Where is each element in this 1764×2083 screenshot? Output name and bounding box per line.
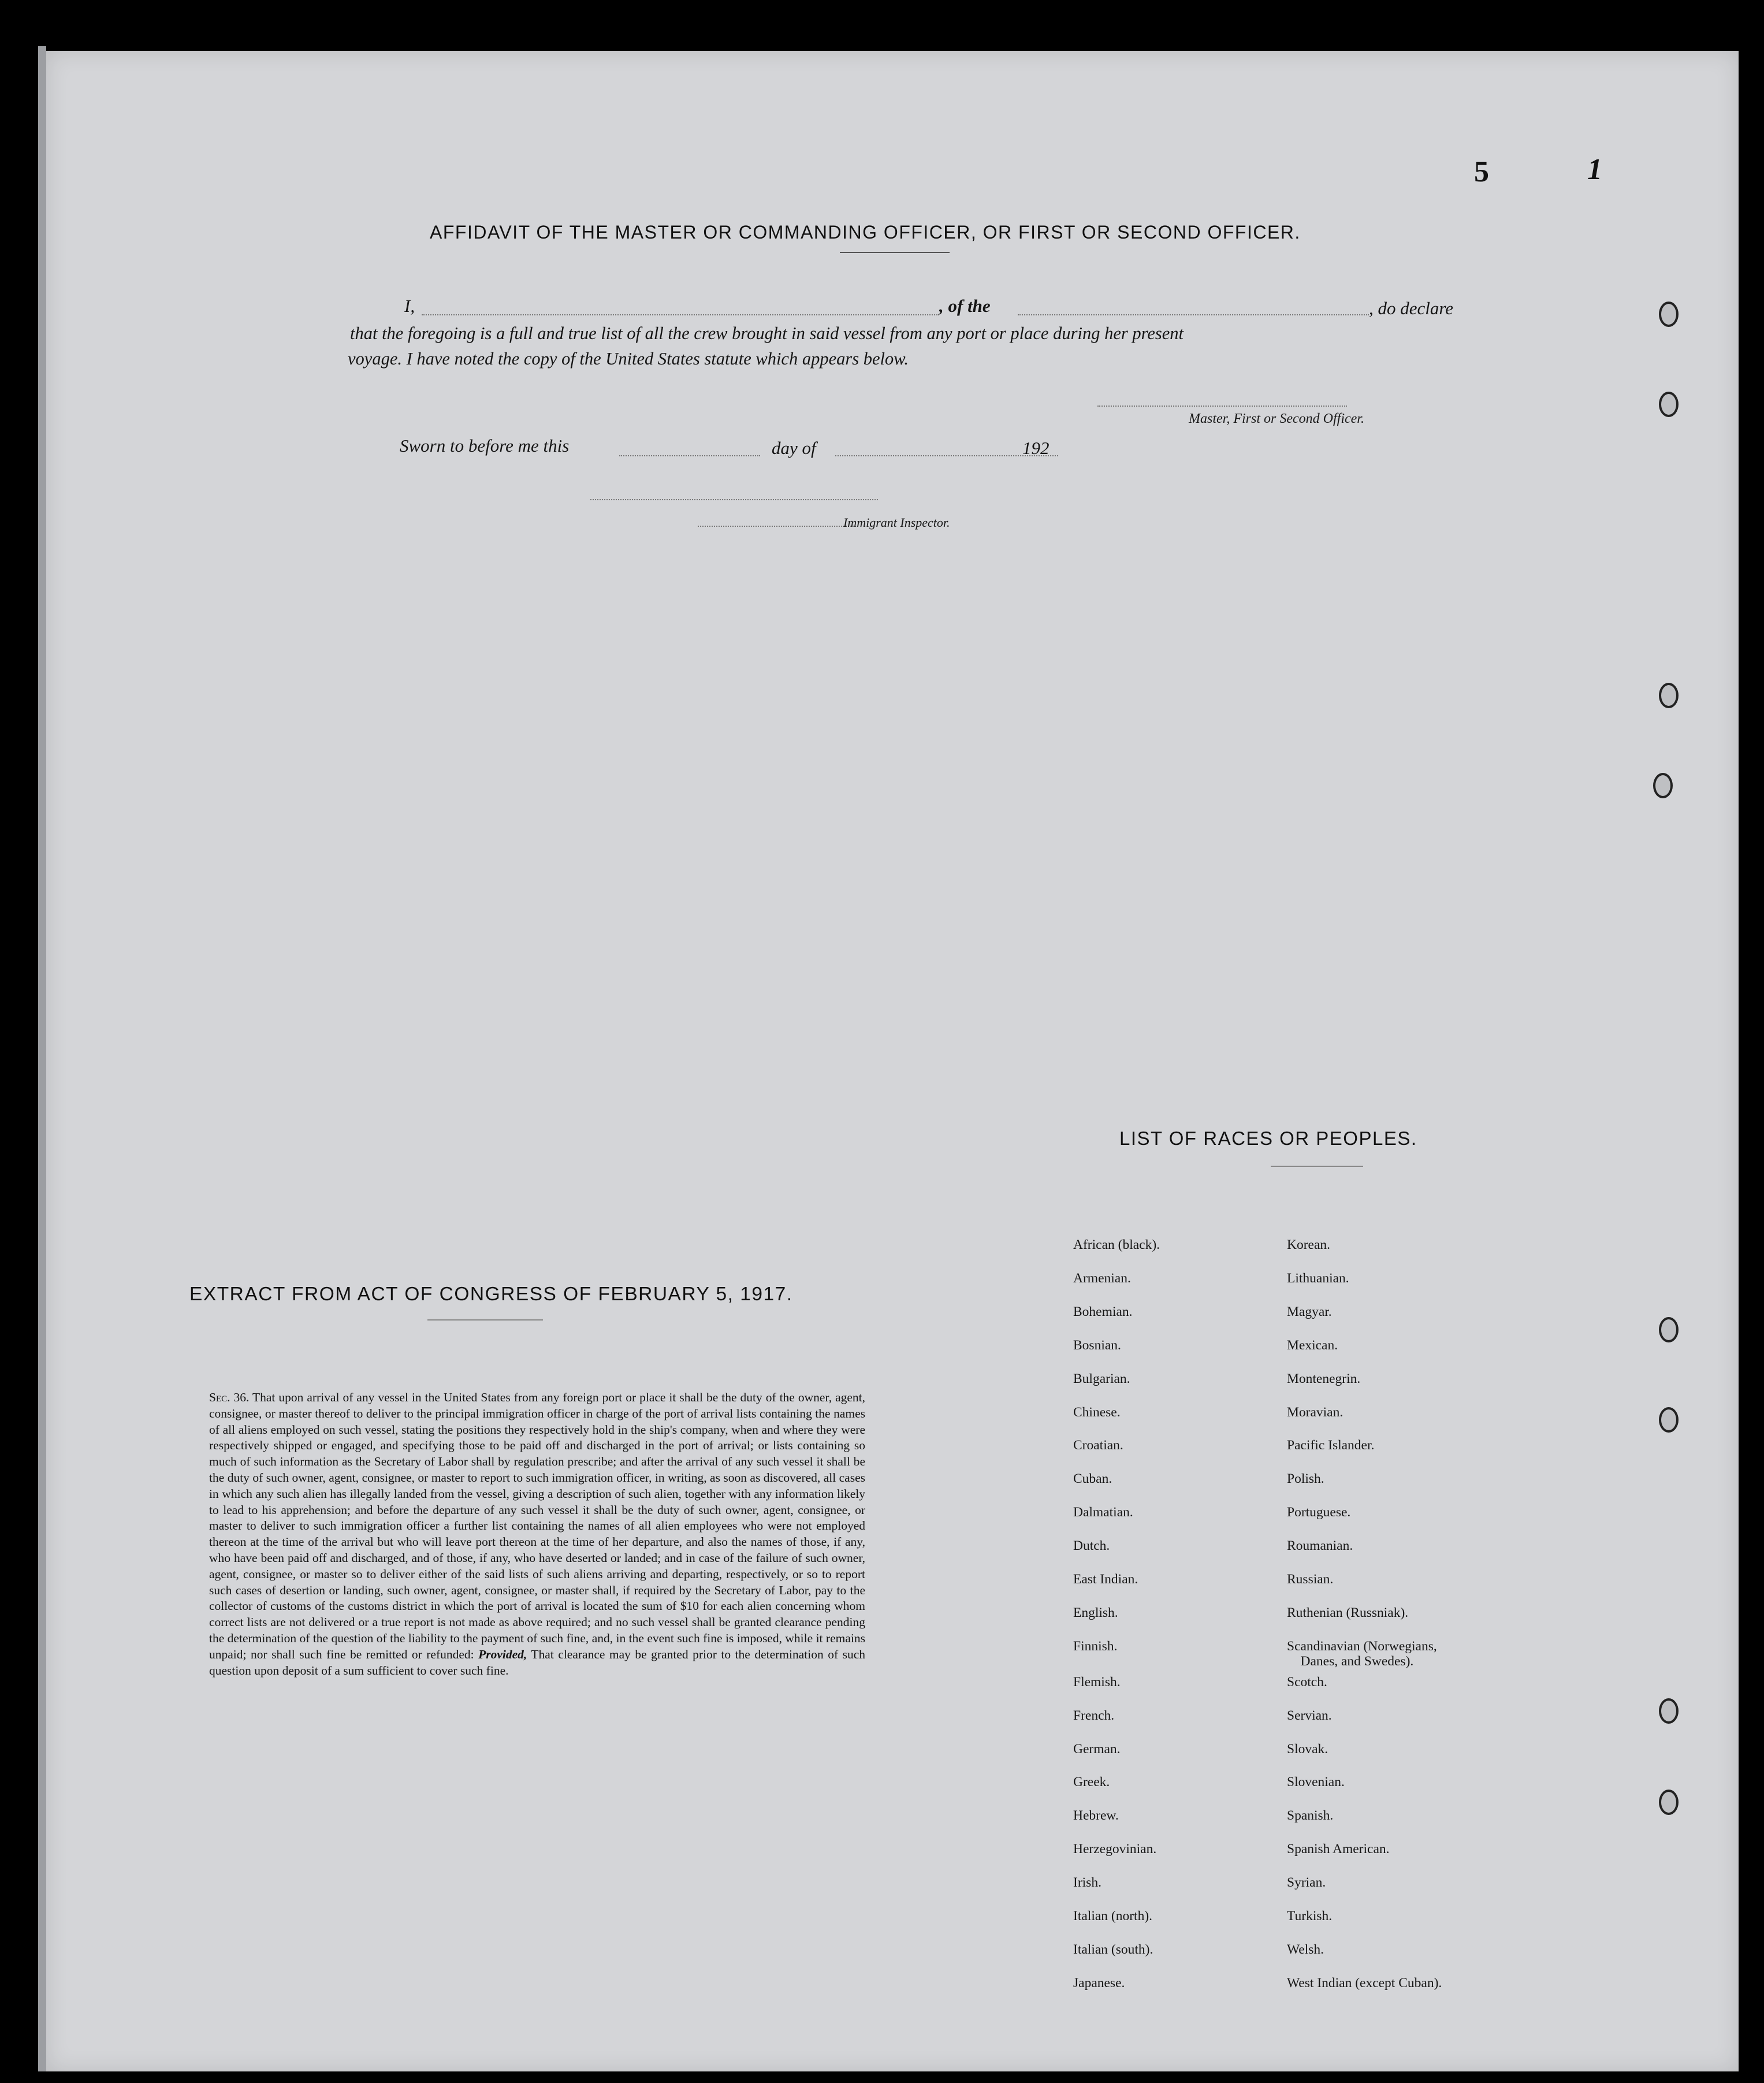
race-item: Syrian. [1287, 1875, 1326, 1891]
race-item: West Indian (except Cuban). [1287, 1975, 1442, 1991]
extract-body [209, 1390, 865, 1679]
race-item: Moravian. [1287, 1404, 1344, 1420]
inspector-label: Immigrant Inspector. [843, 515, 950, 530]
race-item: Chinese. [1073, 1404, 1121, 1420]
affidavit-line2: that the foregoing is a full and true list of all the crew brought in said vessel from any port or place during her present [350, 323, 1184, 343]
extract-title-rule [427, 1319, 543, 1321]
race-item: Japanese. [1073, 1975, 1125, 1991]
signature-label: Master, First or Second Officer. [1189, 411, 1364, 426]
sworn-year: 192 [1022, 438, 1050, 458]
race-item: French. [1073, 1708, 1115, 1723]
race-item: Croatian. [1073, 1438, 1123, 1453]
race-item: Korean. [1287, 1237, 1331, 1252]
race-item: Portuguese. [1287, 1505, 1351, 1520]
extract-body-part1: That upon arrival of any vessel in the United States from any foreign port or place it shall be the duty of the owner, agent, consignee, or master thereof to deliver to the principal immigration officer in charge of the port of arrival lists containing the names of all aliens employed on such vessel, stating the positions they respectively hold in the ship's company, when and where they were respectively shipped or engaged, and specifying those to be paid off and discharged in the port of arrival; or lists containing so much of such information as the Secretary of Labor shall by regulation prescribe; and after the arrival of any such vessel it shall be the duty of such owner, agent, consignee, or master to report to such immigration officer, in writing, as soon as discovered, all cases in which any such alien has illegally landed from the vessel, giving a description of such alien, together with any information likely to lead to his apprehension; and before the departure of any such vessel it shall be the duty of such owner, agent, consignee, or master to deliver to such immigration officer a further list containing the names of all alien employees who were not employed thereon at the time of the arrival but who will leave port thereon at the time of her departure, and also the names of those, if any, who have been paid off and discharged, and of those, if any, who have deserted or landed; and in case of the failure of such owner, agent, consignee, or master so to deliver either of the said lists of such aliens arriving and departing, respectively, or so to report such cases of desertion or landing, such owner, agent, consignee, or master shall, if required by the Secretary of Labor, pay to the collector of customs of the customs district in which the port of arrival is located the sum of $10 for each alien concerning whom correct lists are not delivered or a true report is not made as above required; and no such vessel shall be granted clearance pending the determination of the question of the liability to the payment of such fine, and, in the event such fine is imposed, while it remains unpaid; nor shall such fine be remitted or refunded: [209, 1390, 865, 1661]
race-item: Herzegovinian. [1073, 1842, 1157, 1857]
punch-hole [1659, 302, 1679, 327]
signature-blank[interactable] [1097, 406, 1347, 407]
race-item: Bulgarian. [1073, 1371, 1130, 1386]
race-item: Cuban. [1073, 1471, 1112, 1487]
race-item: Spanish American. [1287, 1842, 1390, 1857]
document-sheet [46, 51, 1739, 2071]
race-item: Montenegrin. [1287, 1371, 1361, 1386]
race-item: Bosnian. [1073, 1337, 1121, 1353]
extract-section-label: Sec. 36. [209, 1390, 250, 1404]
inspector-signature-blank[interactable] [698, 526, 854, 527]
page-mark-right: 1 [1587, 153, 1602, 186]
races-title: LIST OF RACES OR PEOPLES. [1119, 1128, 1417, 1149]
race-item: Hebrew. [1073, 1808, 1119, 1824]
race-item: Russian. [1287, 1572, 1334, 1587]
extract-title: EXTRACT FROM ACT OF CONGRESS OF FEBRUARY 5, 1917. [189, 1284, 793, 1305]
race-item: Dutch. [1073, 1538, 1110, 1554]
vessel-name-blank[interactable] [1018, 314, 1369, 315]
punch-hole [1659, 1790, 1679, 1815]
punch-hole [1659, 1407, 1679, 1433]
punch-hole [1653, 773, 1673, 798]
races-title-rule [1271, 1166, 1363, 1167]
sheet-edge [38, 46, 46, 2071]
race-item: Ruthenian (Russniak). [1287, 1605, 1409, 1620]
race-item: Lithuanian. [1287, 1270, 1349, 1286]
race-item: Pacific Islander. [1287, 1438, 1375, 1453]
race-item: Polish. [1287, 1471, 1324, 1487]
sworn-prefix: Sworn to before me this [400, 436, 570, 456]
punch-hole [1659, 1698, 1679, 1724]
race-item: Servian. [1287, 1708, 1332, 1723]
sworn-day-blank[interactable] [619, 455, 760, 456]
race-item: Irish. [1073, 1875, 1101, 1891]
race-item: African (black). [1073, 1237, 1160, 1252]
sworn-mid: day of [772, 438, 816, 458]
race-item: Turkish. [1287, 1909, 1333, 1924]
punch-hole [1659, 392, 1679, 417]
master-name-blank[interactable] [422, 314, 939, 315]
race-item: Dalmatian. [1073, 1505, 1133, 1520]
affidavit-line3: voyage. I have noted the copy of the United States statute which appears below. [348, 349, 909, 369]
affidavit-title: AFFIDAVIT OF THE MASTER OR COMMANDING OFFICER, OR FIRST OR SECOND OFFICER. [430, 222, 1301, 243]
page-mark-left: 5 [1474, 155, 1489, 188]
punch-hole [1659, 683, 1679, 708]
affidavit-title-rule [840, 252, 950, 253]
race-item: Roumanian. [1287, 1538, 1353, 1554]
race-item: Italian (north). [1073, 1909, 1153, 1924]
inspector-signature-top-line [590, 499, 878, 500]
affidavit-line1-end: , do declare [1369, 298, 1454, 318]
race-item: Scandinavian (Norwegians, Danes, and Swedes). [1287, 1638, 1437, 1669]
race-item: German. [1073, 1741, 1121, 1757]
race-item: Slovak. [1287, 1741, 1328, 1757]
race-item: Flemish. [1073, 1674, 1121, 1690]
race-item: Slovenian. [1287, 1775, 1345, 1790]
punch-hole [1659, 1317, 1679, 1342]
race-item: East Indian. [1073, 1572, 1138, 1587]
race-item: Bohemian. [1073, 1304, 1133, 1319]
race-item: Scotch. [1287, 1674, 1327, 1690]
affidavit-line1-mid: , of the [939, 296, 991, 316]
race-item: English. [1073, 1605, 1118, 1620]
race-item: Mexican. [1287, 1337, 1338, 1353]
race-item: Welsh. [1287, 1941, 1324, 1957]
extract-body-part2: That clearance may be granted prior to the determination of such question upon deposit of a sum sufficient to cover such fine. [209, 1647, 866, 1677]
race-item: Armenian. [1073, 1270, 1131, 1286]
race-item: Magyar. [1287, 1304, 1332, 1319]
race-item: Spanish. [1287, 1808, 1334, 1824]
race-item: Italian (south). [1073, 1941, 1153, 1957]
race-item: Finnish. [1073, 1638, 1118, 1654]
race-item: Greek. [1073, 1775, 1110, 1790]
extract-provided: Provided, [478, 1647, 527, 1661]
affidavit-line1-prefix: I, [404, 296, 415, 316]
